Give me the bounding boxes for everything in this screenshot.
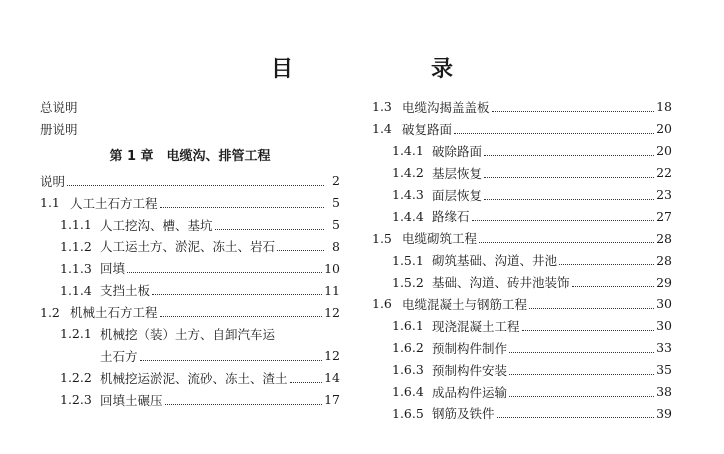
toc-leader-dots (290, 373, 323, 383)
toc-leader-dots (165, 395, 323, 405)
toc-leader-dots (529, 299, 654, 309)
toc-leader-dots (454, 124, 654, 134)
toc-entry-number: 1.1 (40, 195, 60, 211)
toc-entry-number: 1.6.2 (392, 340, 424, 356)
toc-entry-number: 1.6 (372, 296, 392, 312)
toc-page-number: 14 (324, 370, 340, 386)
toc-leader-dots (479, 233, 654, 243)
toc-entry-text: 现浇混凝土工程 (432, 318, 520, 334)
toc-entry-text: 说明 (40, 173, 66, 189)
toc-entry[interactable] (372, 381, 672, 403)
toc-entry-number: 1.2.2 (60, 370, 92, 386)
toc-leader-dots (572, 277, 655, 287)
toc-leader-dots (509, 365, 654, 375)
toc-entry[interactable] (40, 279, 340, 301)
toc-entry-number: 1.3 (372, 99, 392, 115)
toc-entry[interactable] (40, 345, 340, 367)
toc-entry-number: 1.4.4 (392, 208, 424, 224)
toc-entry-text: 人工土石方工程 (70, 195, 158, 211)
toc-leader-dots (509, 387, 654, 397)
toc-entry-text: 支挡土板 (100, 283, 151, 299)
toc-entry-text: 机械土石方工程 (70, 305, 158, 321)
toc-entry-text: 回填 (100, 261, 126, 277)
toc-leader-dots (484, 168, 654, 178)
toc-page-number: 30 (656, 296, 672, 312)
toc-leader-dots (497, 408, 655, 418)
toc-right-column (372, 96, 672, 424)
toc-entry-text: 面层恢复 (432, 187, 483, 203)
toc-entry-number: 1.4 (372, 121, 392, 137)
toc-page-number: 20 (656, 143, 672, 159)
toc-entry[interactable] (372, 184, 672, 206)
toc-leader-dots (215, 220, 324, 230)
toc-leader-dots (160, 307, 323, 317)
toc-entry-text: 电缆砌筑工程 (402, 231, 478, 247)
toc-entry-number: 1.2.3 (60, 392, 92, 408)
toc-page-number: 20 (656, 121, 672, 137)
toc-leader-dots (127, 263, 322, 273)
toc-entry[interactable] (372, 402, 672, 424)
toc-entry-number: 1.5 (372, 230, 392, 246)
toc-page-number: 27 (656, 208, 672, 224)
toc-page-number: 30 (656, 318, 672, 334)
toc-entry-number: 1.5.2 (392, 274, 424, 290)
toc-page-number: 5 (332, 217, 340, 232)
toc-entry-number: 1.2.1 (60, 326, 92, 342)
toc-entry[interactable] (40, 367, 340, 389)
toc-intro-volume[interactable] (40, 118, 340, 140)
toc-entry[interactable] (372, 227, 672, 249)
toc-entry[interactable] (372, 162, 672, 184)
toc-page-number: 29 (656, 274, 672, 290)
toc-page-number: 28 (656, 230, 672, 246)
toc-left-column (40, 96, 340, 411)
toc-page-number: 22 (656, 165, 672, 181)
toc-leader-dots (140, 351, 323, 361)
toc-right-entries (372, 96, 672, 424)
toc-leader-dots (277, 241, 324, 251)
toc-leader-dots (484, 190, 654, 200)
toc-entry-text: 电缆沟揭盖盖板 (402, 99, 490, 115)
toc-entry-number: 1.4.3 (392, 187, 424, 202)
toc-leader-dots (559, 255, 654, 265)
toc-entry-text: 人工挖沟、槽、基坑 (100, 217, 213, 233)
toc-page-number: 33 (656, 340, 672, 356)
toc-entry-text: 预制构件制作 (432, 340, 508, 356)
toc-entry[interactable] (40, 323, 340, 345)
toc-entry[interactable] (372, 205, 672, 227)
toc-page-number: 8 (332, 238, 340, 254)
toc-left-entries (40, 170, 340, 411)
toc-leader-dots (160, 198, 324, 208)
toc-entry-number: 1.1.2 (60, 238, 92, 254)
toc-leader-dots (472, 211, 655, 221)
page-title: 目 录 (270, 57, 511, 82)
toc-entry-number: 1.1.1 (60, 217, 92, 232)
toc-entry-text: 土石方 (100, 348, 138, 364)
toc-intro-general[interactable] (40, 96, 340, 118)
toc-entry[interactable] (372, 293, 672, 315)
toc-page-number: 10 (324, 260, 340, 276)
toc-entry-number: 1.4.1 (392, 143, 424, 159)
toc-entry-text: 钢筋及铁件 (432, 406, 495, 422)
toc-entry[interactable] (372, 249, 672, 271)
toc-entry-text: 册说明 (40, 121, 78, 137)
chapter-heading: 第 1 章 电缆沟、排管工程 (109, 149, 271, 165)
toc-entry[interactable] (40, 235, 340, 257)
toc-entry[interactable] (372, 118, 672, 140)
toc-entry-text: 预制构件安装 (432, 362, 508, 378)
toc-page-number: 39 (656, 405, 672, 421)
toc-entry[interactable] (40, 214, 340, 236)
toc-entry-text: 机械挖运淤泥、流砂、冻土、渣土 (100, 370, 288, 386)
toc-entry-number: 1.6.5 (392, 405, 424, 421)
toc-entry-text: 成品构件运输 (432, 384, 508, 400)
toc-leader-dots (522, 321, 655, 331)
toc-entry-text: 基础、沟道、砖井池装饰 (432, 275, 570, 291)
toc-entry-text: 基层恢复 (432, 165, 483, 181)
toc-page-number: 5 (332, 195, 340, 211)
toc-page-number: 12 (324, 304, 340, 320)
toc-page-number: 17 (324, 392, 340, 408)
toc-entry-number: 1.1.4 (60, 282, 92, 298)
toc-page-number: 38 (656, 384, 672, 400)
toc-leader-dots (509, 343, 654, 353)
toc-entry-text: 破除路面 (432, 143, 483, 159)
toc-entry-text: 机械挖（装）土方、自卸汽车运 (100, 326, 276, 342)
toc-entry[interactable] (372, 96, 672, 118)
toc-entry-text: 电缆混凝土与钢筋工程 (402, 296, 528, 312)
toc-page-number: 23 (656, 187, 672, 202)
toc-page-number: 18 (656, 99, 672, 115)
toc-entry[interactable] (40, 301, 340, 323)
toc-leader-dots (67, 176, 324, 186)
toc-entry[interactable] (40, 192, 340, 214)
toc-entry[interactable] (372, 359, 672, 381)
toc-entry[interactable] (372, 337, 672, 359)
toc-leader-dots (484, 146, 654, 156)
toc-page-number: 11 (324, 282, 340, 298)
toc-entry-text: 人工运土方、淤泥、冻土、岩石 (100, 239, 276, 255)
toc-entry-text: 砌筑基础、沟道、井池 (432, 253, 558, 269)
toc-entry-number: 1.5.1 (392, 252, 424, 268)
toc-entry-number: 1.1.3 (60, 260, 92, 276)
toc-page-number: 28 (656, 252, 672, 268)
toc-entry-text: 路缘石 (432, 209, 470, 225)
toc-entry-text: 总说明 (40, 99, 78, 115)
toc-entry[interactable] (40, 257, 340, 279)
toc-page-number: 35 (656, 362, 672, 378)
toc-entry-number: 1.6.1 (392, 318, 424, 334)
toc-entry-number: 1.6.3 (392, 362, 424, 378)
toc-page-number: 12 (324, 348, 340, 364)
toc-entry-text: 破复路面 (402, 121, 453, 137)
toc-entry-number: 1.4.2 (392, 165, 424, 181)
toc-entry[interactable] (40, 389, 340, 411)
toc-entry[interactable] (372, 271, 672, 293)
toc-leader-dots (492, 102, 655, 112)
toc-entry[interactable] (40, 170, 340, 192)
toc-leader-dots (152, 285, 322, 295)
toc-entry[interactable] (372, 315, 672, 337)
toc-entry[interactable] (372, 140, 672, 162)
toc-entry-text: 回填土碾压 (100, 392, 163, 408)
toc-entry-number: 1.6.4 (392, 384, 424, 400)
toc-page-number: 2 (332, 173, 340, 189)
toc-entry-number: 1.2 (40, 304, 60, 320)
